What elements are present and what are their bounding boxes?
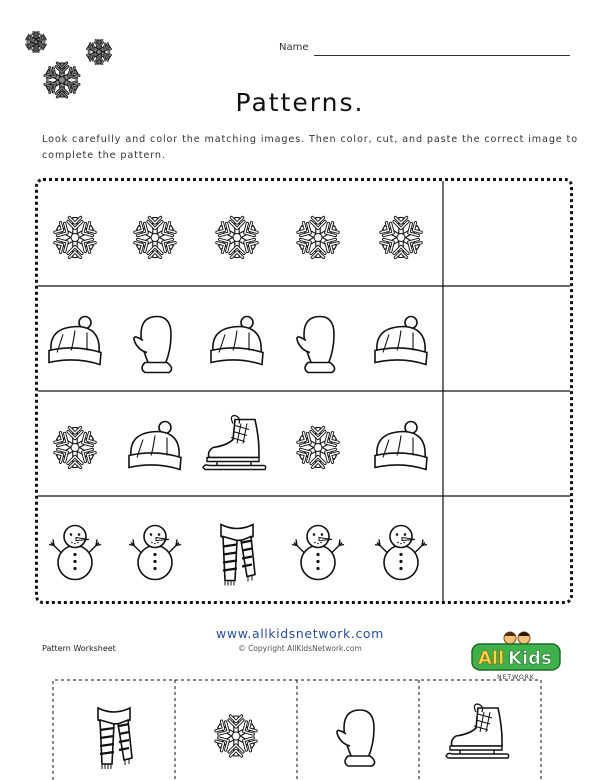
logo-kid-hair-left (504, 632, 516, 636)
answer-box[interactable] (449, 187, 564, 280)
snowflake-icon (297, 428, 339, 468)
logo-kid-hair-right (518, 632, 530, 636)
footer-label: Pattern Worksheet (42, 644, 116, 653)
ice-skate-icon (203, 416, 266, 470)
snowflake-icon (54, 218, 96, 258)
snowman-icon (375, 526, 427, 580)
answer-box[interactable] (449, 502, 564, 595)
page-title: Patterns. (235, 88, 365, 117)
cutout-ice-skate-icon[interactable] (446, 704, 509, 758)
mitten-icon (297, 317, 335, 373)
instructions: Look carefully and color the matching images. Then color, cut, and paste the correct image to complete the pattern. (42, 134, 578, 161)
hat-icon (211, 317, 263, 365)
snowman-icon (49, 526, 101, 580)
hat-icon (375, 422, 427, 470)
snowflake-icon (134, 218, 176, 258)
answer-box[interactable] (449, 292, 564, 385)
snowflake-icon (297, 218, 339, 258)
logo-word-kids: Kids (508, 648, 552, 669)
snowflake-icon (216, 218, 258, 258)
copyright: © Copyright AllKidsNetwork.com (238, 644, 362, 653)
allkids-logo (468, 628, 564, 684)
cutout-strip (53, 680, 541, 780)
name-label: Name (279, 42, 309, 53)
snowman-icon (292, 526, 344, 580)
site-url[interactable]: www.allkidsnetwork.com (216, 626, 384, 641)
hat-icon (49, 317, 101, 365)
cutout-scarf-icon[interactable] (98, 708, 132, 769)
cutout-snowflake-icon[interactable] (215, 716, 257, 756)
hat-icon (375, 317, 427, 365)
cutout-mitten-icon[interactable] (337, 710, 375, 766)
scarf-icon (221, 525, 255, 586)
snowflake-icon (54, 428, 96, 468)
snowflake-icon (380, 218, 422, 258)
answer-box[interactable] (449, 397, 564, 490)
logo-word-network: NETWORK (497, 674, 535, 681)
hat-icon (129, 422, 181, 470)
snowman-icon (129, 526, 181, 580)
logo-word-all: All (478, 648, 505, 669)
mitten-icon (134, 317, 172, 373)
